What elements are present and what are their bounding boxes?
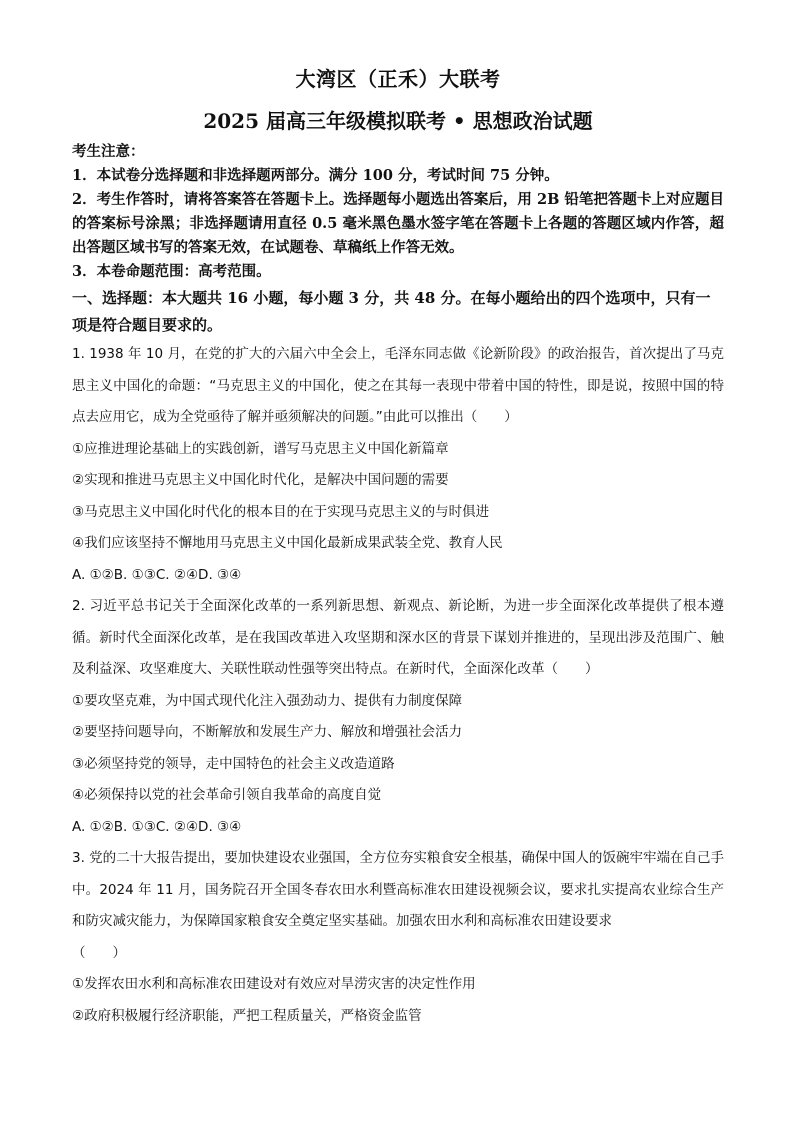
notice-item: 3．本卷命题范围：高考范围。	[72, 263, 271, 280]
question-3-stem: 3. 党的二十大报告提出，要加快建设农业强国，全方位夯实粮食安全根基，确保中国人的饭碗牢牢端在自己手中。2024 年 11 月，国务院召开全国冬春农田水利暨高标准农田建设视频会议，要求扎实提高农业综合生产和防灾减灾能力，为保障国家粮食安全奠定坚实基础。加强农田水利和高标准农田建设要求	[72, 850, 724, 929]
notice-heading: 考生注意：	[72, 143, 145, 160]
question-3-option: ①发挥农田水利和高标准农田建设对有效应对旱涝灾害的决定性作用	[72, 976, 476, 992]
question-2-option: ③必须坚持党的领导，走中国特色的社会主义改造道路	[72, 755, 395, 772]
question-1-option: ④我们应该坚持不懈地用马克思主义中国化最新成果武装全党、教育人民	[72, 535, 503, 551]
question-1-option: ②实现和推进马克思主义中国化时代化，是解决中国问题的需要	[72, 472, 449, 488]
question-2-option: ①要攻坚克难，为中国式现代化注入强劲动力、提供有力制度保障	[72, 692, 463, 709]
question-2-option: ②要坚持问题导向，不断解放和发展生产力、解放和增强社会活力	[72, 724, 463, 740]
question-1-option: ③马克思主义中国化时代化的根本目的在于实现马克思主义的与时俱进	[72, 503, 490, 520]
notice-item: 1．本试卷分选择题和非选择题两部分。满分 100 分，考试时间 75 分钟。	[72, 167, 559, 184]
question-3-answer-blank: （ ）	[72, 944, 126, 961]
question-1-option: ①应推进理论基础上的实践创新，谱写马克思主义中国化新篇章	[72, 440, 449, 457]
question-2-choices: A. ①②B. ①③C. ②④D. ③④	[72, 818, 242, 835]
question-1-choices: A. ①②B. ①③C. ②④D. ③④	[72, 566, 242, 583]
exam-page	[72, 62, 724, 1032]
exam-title: 大湾区（正禾）大联考	[295, 67, 501, 91]
question-3-option: ②政府积极履行经济职能，严把工程质量关，严格资金监管	[72, 1007, 422, 1024]
notice-item: 2．考生作答时，请将答案答在答题卡上。选择题每小题选出答案后，用 2B 铅笔把答题卡上对应题目的答案标号涂黑；非选择题请用直径 0.5 毫米黑色墨水签字笔在答题卡上各题的答题区域内作答，超出答题区域书写的答案无效，在试题卷、草稿纸上作答无效。	[72, 191, 724, 256]
question-2-option: ④必须保持以党的社会革命引领自我革命的高度自觉	[72, 787, 382, 803]
exam-subtitle: 2025 届高三年级模拟联考 • 思想政治试题	[203, 109, 593, 133]
section-heading: 一、选择题：本大题共 16 小题，每小题 3 分，共 48 分。在每小题给出的四个选项中，只有一项是符合题目要求的。	[72, 289, 711, 334]
question-2-stem: 2. 习近平总书记关于全面深化改革的一系列新思想、新观点、新论断，为进一步全面深化改革提供了根本遵循。新时代全面深化改革，是在我国改革进入攻坚期和深水区的背景下谋划并推进的，呈现出涉及范围广、触及利益深、攻坚难度大、关联性联动性强等突出特点。在新时代，全面深化改革（ ）	[72, 598, 724, 677]
question-1-stem: 1. 1938 年 10 月，在党的扩大的六届六中全会上，毛泽东同志做《论新阶段》的政治报告，首次提出了马克思主义中国化的命题：“马克思主义的中国化，使之在其每一表现中带着中国的特性，即是说，按照中国的特点去应用它，成为全党亟待了解并亟须解决的问题。”由此可以推出（ ）	[72, 346, 724, 425]
